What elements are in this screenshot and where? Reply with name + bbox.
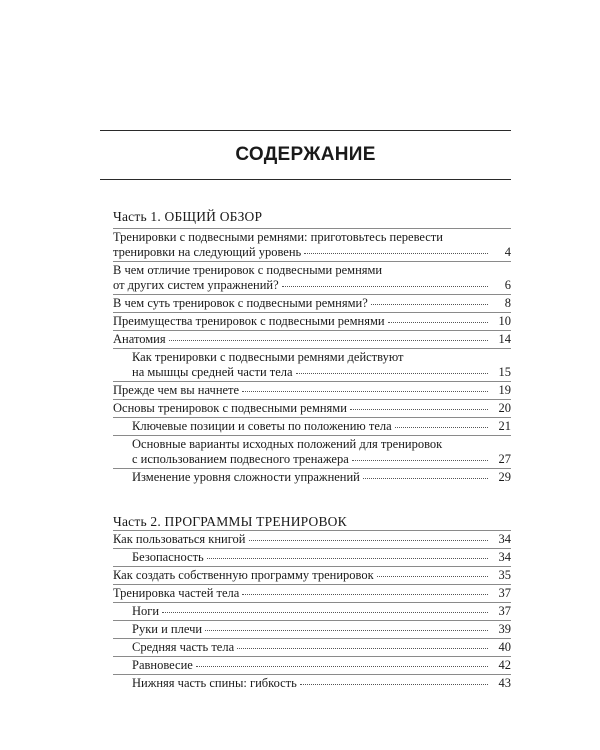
- dot-leader: [162, 611, 488, 613]
- page-number: 27: [498, 452, 511, 466]
- toc-entry[interactable]: [113, 417, 511, 435]
- entry-title-line: с использованием подвесного тренажера: [132, 452, 349, 466]
- page-number: 10: [498, 314, 511, 328]
- page-number: 40: [498, 640, 511, 654]
- entry-title-line: Ноги: [132, 604, 160, 618]
- page-number: 42: [498, 658, 511, 672]
- entry-title-line: Как пользоваться книгой: [113, 532, 246, 546]
- page-number: 6: [504, 278, 511, 292]
- dot-leader: [377, 575, 488, 577]
- toc-entry[interactable]: [113, 656, 511, 674]
- entry-title-line: В чем отличие тренировок с подвесными ремнями: [113, 263, 383, 277]
- entry-title-line: тренировки на следующий уровень: [113, 245, 302, 259]
- dot-leader: [352, 459, 488, 461]
- entry-title-line: Прежде чем вы начнете: [113, 383, 240, 397]
- dot-leader: [205, 629, 488, 631]
- page-number: 14: [498, 332, 511, 346]
- part-heading: [113, 514, 347, 530]
- dot-leader: [282, 285, 488, 287]
- entry-title-line: В чем суть тренировок с подвесными ремнями?: [113, 296, 368, 310]
- dot-leader: [242, 593, 488, 595]
- entry-title-line: Тренировки с подвесными ремнями: приготовьтесь перевести: [113, 230, 443, 244]
- toc-entry[interactable]: [113, 348, 511, 381]
- toc-entry[interactable]: [113, 330, 511, 348]
- part-label: Часть 2.: [113, 514, 161, 529]
- page-number: 35: [498, 568, 511, 582]
- page-number: 29: [498, 470, 511, 484]
- dot-leader: [237, 647, 488, 649]
- toc-entry[interactable]: [113, 530, 511, 548]
- page-title: СОДЕРЖАНИЕ: [235, 144, 376, 165]
- toc-entry[interactable]: [113, 261, 511, 294]
- dot-leader: [207, 557, 488, 559]
- toc-entry[interactable]: [113, 381, 511, 399]
- dot-leader: [395, 426, 488, 428]
- entry-title-line: Изменение уровня сложности упражнений: [132, 470, 360, 484]
- page-number: 37: [498, 586, 511, 600]
- entry-title-line: Тренировка частей тела: [113, 586, 240, 600]
- entry-title-line: Средняя часть тела: [132, 640, 235, 654]
- toc-entry[interactable]: [113, 468, 511, 486]
- entry-title-line: Преимущества тренировок с подвесными ремнями: [113, 314, 385, 328]
- toc-entry[interactable]: [113, 566, 511, 584]
- entry-title-line: на мышцы средней части тела: [132, 365, 293, 379]
- part-label: Часть 1.: [113, 209, 161, 224]
- page-number: 19: [498, 383, 511, 397]
- part-name: ОБЩИЙ ОБЗОР: [164, 209, 263, 224]
- entry-title-line: Как создать собственную программу тренировок: [113, 568, 374, 582]
- toc-entry[interactable]: [113, 674, 511, 692]
- toc-entry[interactable]: [113, 294, 511, 312]
- dot-leader: [169, 339, 488, 341]
- toc-entry[interactable]: [113, 620, 511, 638]
- toc-section-2: [113, 530, 511, 692]
- dot-leader: [388, 321, 488, 323]
- dot-leader: [300, 683, 488, 685]
- entry-title-line: Основные варианты исходных положений для тренировок: [132, 437, 443, 451]
- toc-entry[interactable]: [113, 638, 511, 656]
- entry-title-line: от других систем упражнений?: [113, 278, 279, 292]
- dot-leader: [196, 665, 488, 667]
- page-number: 8: [504, 296, 511, 310]
- page-number: 20: [498, 401, 511, 415]
- entry-title-line: Равновесие: [132, 658, 193, 672]
- dot-leader: [363, 477, 488, 479]
- part-name: ПРОГРАММЫ ТРЕНИРОВОК: [164, 514, 347, 529]
- page-number: 21: [498, 419, 511, 433]
- entry-title-line: Анатомия: [113, 332, 166, 346]
- dot-leader: [296, 372, 488, 374]
- title-block: [100, 130, 511, 180]
- entry-title-line: Руки и плечи: [132, 622, 203, 636]
- toc-entry[interactable]: [113, 584, 511, 602]
- page-number: 43: [498, 676, 511, 690]
- part-heading: [113, 209, 262, 225]
- toc-entry[interactable]: [113, 548, 511, 566]
- toc-entry[interactable]: [113, 399, 511, 417]
- page-number: 39: [498, 622, 511, 636]
- dot-leader: [304, 252, 488, 254]
- page-number: 4: [504, 245, 511, 259]
- entry-title-line: Как тренировки с подвесными ремнями действуют: [132, 350, 404, 364]
- toc-section-1: [113, 228, 511, 486]
- toc-entry[interactable]: [113, 228, 511, 261]
- entry-title-line: Ключевые позиции и советы по положению тела: [132, 419, 392, 433]
- page-number: 34: [498, 550, 511, 564]
- entry-title-line: Основы тренировок с подвесными ремнями: [113, 401, 347, 415]
- entry-title-line: Нижняя часть спины: гибкость: [132, 676, 297, 690]
- toc-entry[interactable]: [113, 435, 511, 468]
- page-number: 34: [498, 532, 511, 546]
- page-number: 37: [498, 604, 511, 618]
- entry-title-line: Безопасность: [132, 550, 204, 564]
- page-number: 15: [498, 365, 511, 379]
- dot-leader: [371, 303, 488, 305]
- dot-leader: [242, 390, 488, 392]
- toc-entry[interactable]: [113, 312, 511, 330]
- dot-leader: [249, 539, 488, 541]
- dot-leader: [350, 408, 488, 410]
- toc-entry[interactable]: [113, 602, 511, 620]
